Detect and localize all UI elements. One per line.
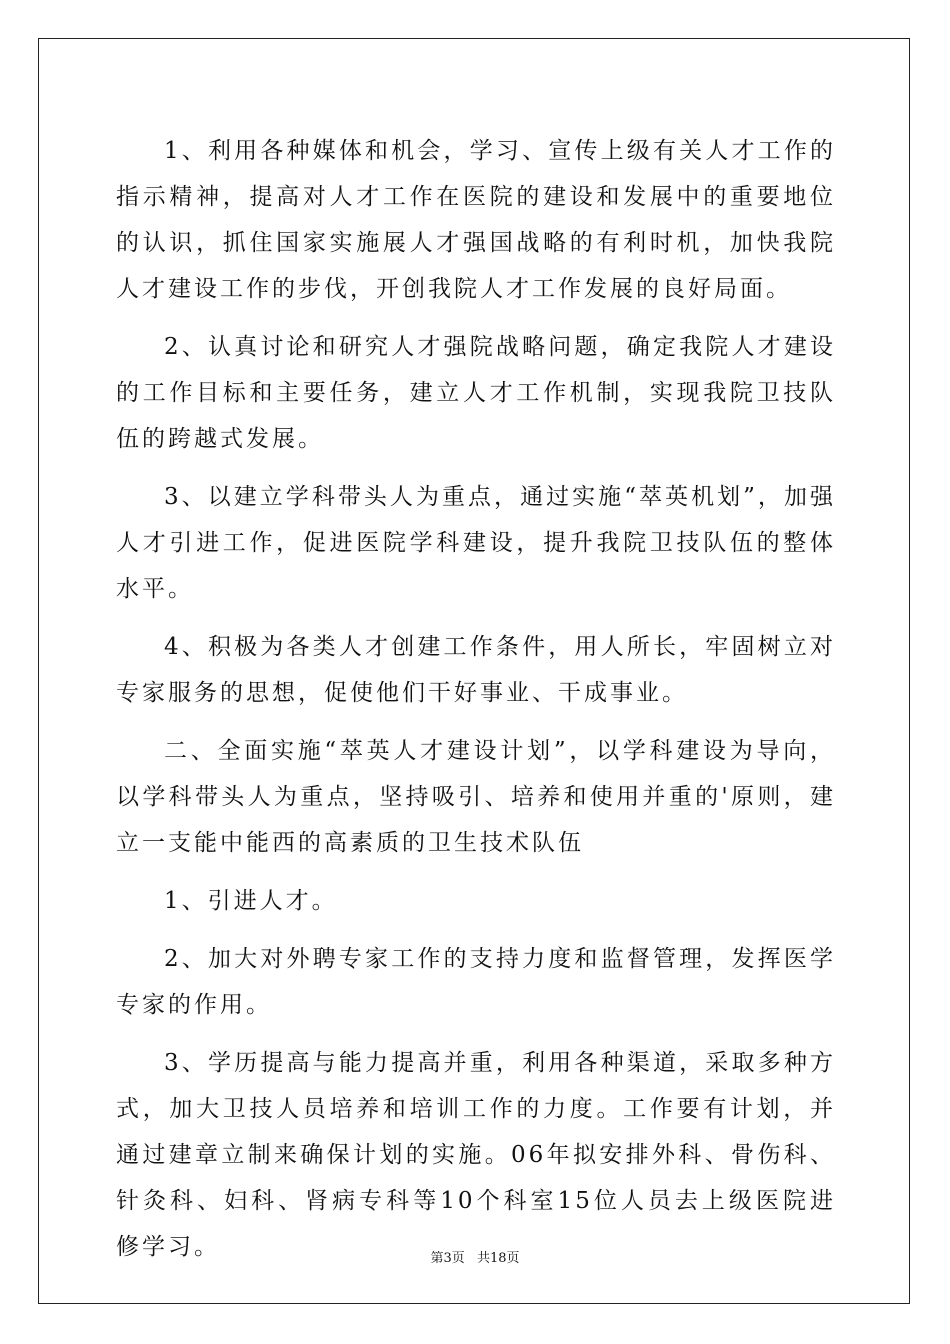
paragraph-6: 1、引进人才。 [164,888,338,914]
page-total: 共18页 [476,1251,520,1266]
paragraph-3: 3、以建立学科带头人为重点，通过实施“萃英机划”，加强人才引进工作，促进医院学科建设，提升我院卫技队伍的整体水平。 [116,484,836,602]
paragraph-7: 2、加大对外聘专家工作的支持力度和监督管理，发挥医学专家的作用。 [116,946,836,1018]
paragraph-1: 1、利用各种媒体和机会，学习、宣传上级有关人才工作的指示精神，提高对人才工作在医院的建设和发展中的重要地位的认识，抓住国家实施展人才强国战略的有利时机，加快我院人才建设工作的步伐，开创我院人才工作发展的良好局面。 [116,138,836,302]
document-body [116,128,836,1282]
paragraph-4: 4、积极为各类人才创建工作条件，用人所长，牢固树立对专家服务的思想，促使他们干好事业、干成事业。 [116,634,836,706]
paragraph-8: 3、学历提高与能力提高并重，利用各种渠道，采取多种方式，加大卫技人员培养和培训工作的力度。工作要有计划，并通过建章立制来确保计划的实施。06年拟安排外科、骨伤科、针灸科、妇科、肾病专科等10个科室15位人员去上级医院进修学习。 [116,1050,836,1260]
page-footer [0,1247,950,1266]
page-number: 第3页 [430,1251,465,1266]
paragraph-2: 2、认真讨论和研究人才强院战略问题，确定我院人才建设的工作目标和主要任务，建立人才工作机制，实现我院卫技队伍的跨越式发展。 [116,334,836,452]
paragraph-5: 二、全面实施“萃英人才建设计划”，以学科建设为导向，以学科带头人为重点，坚持吸引、培养和使用并重的'原则，建立一支能中能西的高素质的卫生技术队伍 [116,738,836,856]
